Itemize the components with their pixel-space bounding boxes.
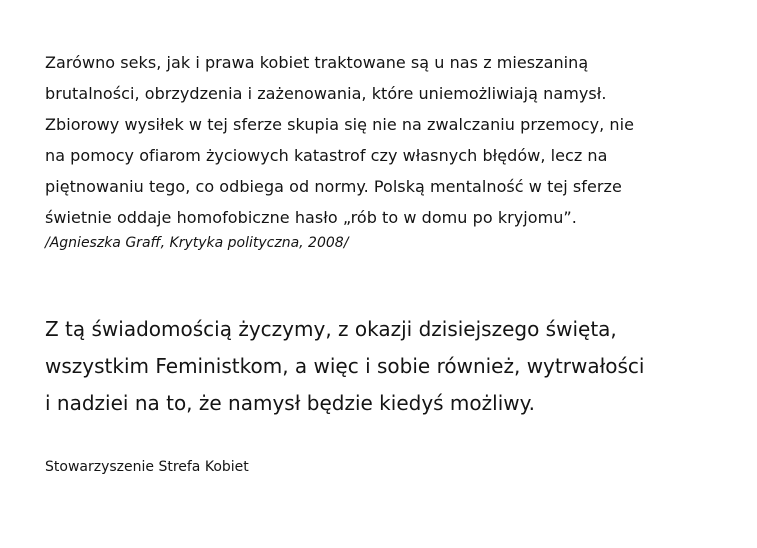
signature: Stowarzyszenie Strefa Kobiet — [45, 459, 249, 475]
quote-line-3: Zbiorowy wysiłek w tej sferze skupia się nie na zwalczaniu przemocy, nie — [45, 115, 634, 134]
quote-block — [45, 47, 745, 256]
wish-line-2: wszystkim Feministkom, a więc i sobie również, wytrwałości — [45, 354, 645, 378]
quote-source: /Agnieszka Graff, Krytyka polityczna, 2008/ — [45, 235, 349, 251]
quote-line-2: brutalności, obrzydzenia i zażenowania, które uniemożliwiają namysł. — [45, 84, 607, 103]
quote-line-6: świetnie oddaje homofobiczne hasło „rób to w domu po kryjomu”. — [45, 208, 577, 227]
quote-line-5: piętnowaniu tego, co odbiega od normy. Polską mentalność w tej sferze — [45, 177, 622, 196]
wish-line-1: Z tą świadomością życzymy, z okazji dzisiejszego święta, — [45, 317, 617, 341]
wish-line-3: i nadziei na to, że namysł będzie kiedyś możliwy. — [45, 391, 535, 415]
quote-line-4: na pomocy ofiarom życiowych katastrof czy własnych błędów, lecz na — [45, 146, 608, 165]
wish-block — [45, 311, 745, 422]
quote-line-1: Zarówno seks, jak i prawa kobiet traktowane są u nas z mieszaniną — [45, 53, 589, 72]
